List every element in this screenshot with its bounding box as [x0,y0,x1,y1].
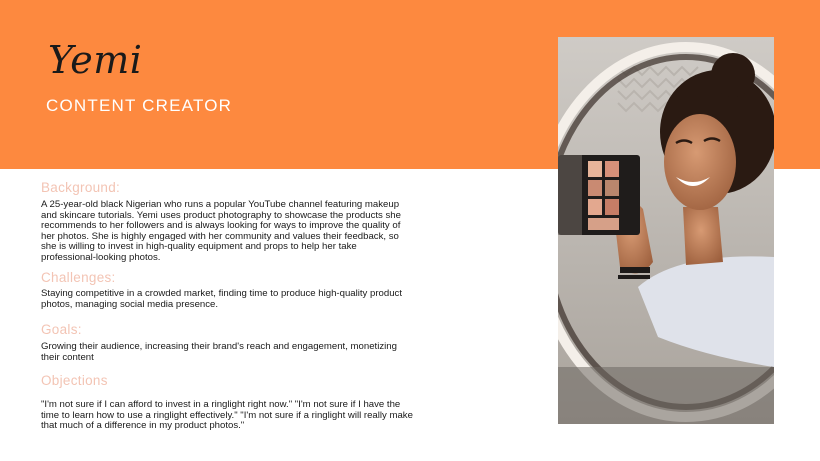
challenges-text: Staying competitive in a crowded market, finding time to produce high-quality product photos, managing social media presence. [41,288,403,310]
objections-heading: Objections [41,373,108,388]
persona-photo [558,37,774,424]
goals-text: Growing their audience, increasing their brand's reach and engagement, monetizing their content [41,341,397,363]
persona-name: Yemi [48,38,143,82]
objections-text: "I'm not sure if I can afford to invest in a ringlight right now." "I'm not sure if I have the time to learn how to use a ringlight effectively." "I'm not sure if a ringlight will really make that much of a difference in my product photos." [41,399,413,432]
makeup-palette [558,155,640,235]
goals-heading: Goals: [41,322,82,337]
face [664,114,736,210]
background-heading: Background: [41,180,121,195]
challenges-heading: Challenges: [41,270,116,285]
persona-role: CONTENT CREATOR [46,96,233,115]
persona-photo-illustration [558,37,774,424]
background-text: A 25-year-old black Nigerian who runs a popular YouTube channel featuring makeup and skincare tutorials. Yemi uses product photography to showcase the products she recommends to her followers and is always looking for ways to improve the quality of her photos. She is highly engaged with her community and values their feedback, so she is willing to invest in high-quality equipment and props to help her take professional-looking photos. [41,199,401,263]
